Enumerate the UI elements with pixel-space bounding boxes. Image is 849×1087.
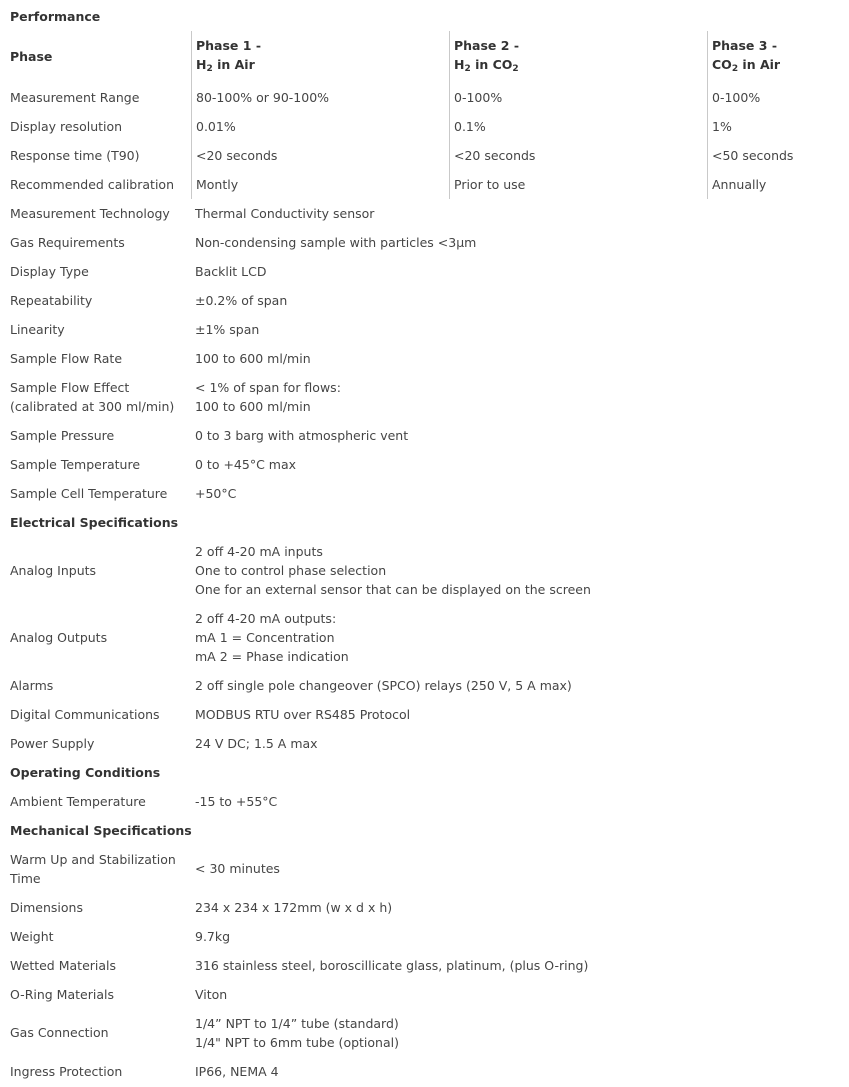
spec-value: ±0.2% of span [195,293,288,308]
spec-label: Sample Pressure [10,428,115,443]
phase-row-label: Recommended calibration [10,177,174,192]
spec-value [195,542,591,599]
phase-2-value: 0-100% [454,90,503,105]
spec-label: Analog Inputs [10,563,97,578]
phase-2-value: <20 seconds [454,148,536,163]
spec-value-line: One to control phase selection [195,563,387,578]
spec-label: Alarms [10,678,54,693]
phase-3-value: 1% [712,119,732,134]
phase-1-value: <20 seconds [196,148,278,163]
section-heading-electrical: Electrical Specifications [10,515,179,530]
spec-label: Ambient Temperature [10,794,146,809]
phase-row-label: Response time (T90) [10,148,140,163]
spec-value: -15 to +55°C [195,794,278,809]
spec-value-line: < 1% of span for flows: [195,380,341,395]
spec-label: Repeatability [10,293,93,308]
spec-label: Display Type [10,264,89,279]
spec-value [195,378,341,416]
phase-3-value: Annually [712,177,767,192]
phase-3-header [712,36,780,74]
spec-label: Gas Requirements [10,235,125,250]
spec-value: IP66, NEMA 4 [195,1064,279,1079]
phase-label: Phase [10,49,53,64]
spec-label: Weight [10,929,54,944]
spec-value-line: 2 off 4-20 mA outputs: [195,611,337,626]
spec-value: 234 x 234 x 172mm (w x d x h) [195,900,393,915]
phase-3-gas: $CO_2$ in Air [712,57,781,74]
spec-label: Sample Flow Rate [10,351,123,366]
spec-value-line: mA 2 = Phase indication [195,649,349,664]
spec-value [195,1014,399,1052]
phase-2-gas: $H_2$ in $CO_2$ [454,57,519,74]
spec-value: 9.7kg [195,929,231,944]
spec-label: Wetted Materials [10,958,117,973]
phase-1-gas: $H_2$ in Air [196,57,255,74]
spec-value: Viton [195,987,228,1002]
spec-value: < 30 minutes [195,861,280,876]
phase-3-title: Phase 3 - [712,38,778,53]
spec-label: Sample Cell Temperature [10,486,168,501]
spec-value: MODBUS RTU over RS485 Protocol [195,707,411,722]
spec-label: Gas Connection [10,1025,109,1040]
column-divider [191,31,192,199]
section-heading-performance: Performance [10,9,101,24]
spec-label [10,378,174,416]
column-divider [707,31,708,199]
phase-3-value: 0-100% [712,90,761,105]
phase-2-title: Phase 2 - [454,38,520,53]
spec-value [195,609,349,666]
section-heading-mechanical: Mechanical Specifications [10,823,192,838]
phase-1-value: 0.01% [196,119,236,134]
spec-label: Sample Temperature [10,457,141,472]
spec-value-line: One for an external sensor that can be displayed on the screen [195,582,591,597]
spec-value: Thermal Conductivity sensor [195,206,375,221]
spec-value-line: mA 1 = Concentration [195,630,335,645]
spec-label [10,850,176,888]
section-heading-operating: Operating Conditions [10,765,161,780]
phase-row-label: Display resolution [10,119,123,134]
phase-1-value: 80-100% or 90-100% [196,90,330,105]
spec-label: Ingress Protection [10,1064,123,1079]
spec-value-line: 1/4" NPT to 6mm tube (optional) [195,1035,399,1050]
spec-value-line: 1/4” NPT to 1/4” tube (standard) [195,1016,399,1031]
phase-2-value: Prior to use [454,177,526,192]
phase-1-value: Montly [196,177,239,192]
phase-2-value: 0.1% [454,119,486,134]
spec-label-line: (calibrated at 300 ml/min) [10,399,175,414]
spec-value-line: 100 to 600 ml/min [195,399,311,414]
spec-value: 2 off single pole changeover (SPCO) relays (250 V, 5 A max) [195,678,572,693]
phase-2-header [454,36,519,74]
spec-label: Linearity [10,322,65,337]
spec-value: Backlit LCD [195,264,267,279]
spec-value: ±1% span [195,322,260,337]
spec-label: Digital Communications [10,707,160,722]
spec-label: Analog Outputs [10,630,108,645]
spec-value: 316 stainless steel, boroscillicate glass, platinum, (plus O-ring) [195,958,589,973]
column-divider [449,31,450,199]
spec-label-line: Time [10,871,41,886]
phase-row-label: Measurement Range [10,90,140,105]
spec-label: O-Ring Materials [10,987,114,1002]
spec-value: 0 to +45°C max [195,457,297,472]
spec-value: 0 to 3 barg with atmospheric vent [195,428,409,443]
phase-3-value: <50 seconds [712,148,794,163]
spec-label-line: Warm Up and Stabilization [10,852,176,867]
spec-value: Non-condensing sample with particles <3μm [195,235,477,250]
spec-value: 100 to 600 ml/min [195,351,311,366]
phase-1-header [196,36,261,74]
spec-value: +50°C [195,486,237,501]
spec-label-line: Sample Flow Effect [10,380,130,395]
spec-value: 24 V DC; 1.5 A max [195,736,318,751]
spec-label: Power Supply [10,736,95,751]
spec-value-line: 2 off 4-20 mA inputs [195,544,323,559]
spec-label: Measurement Technology [10,206,170,221]
phase-1-title: Phase 1 - [196,38,262,53]
spec-label: Dimensions [10,900,83,915]
